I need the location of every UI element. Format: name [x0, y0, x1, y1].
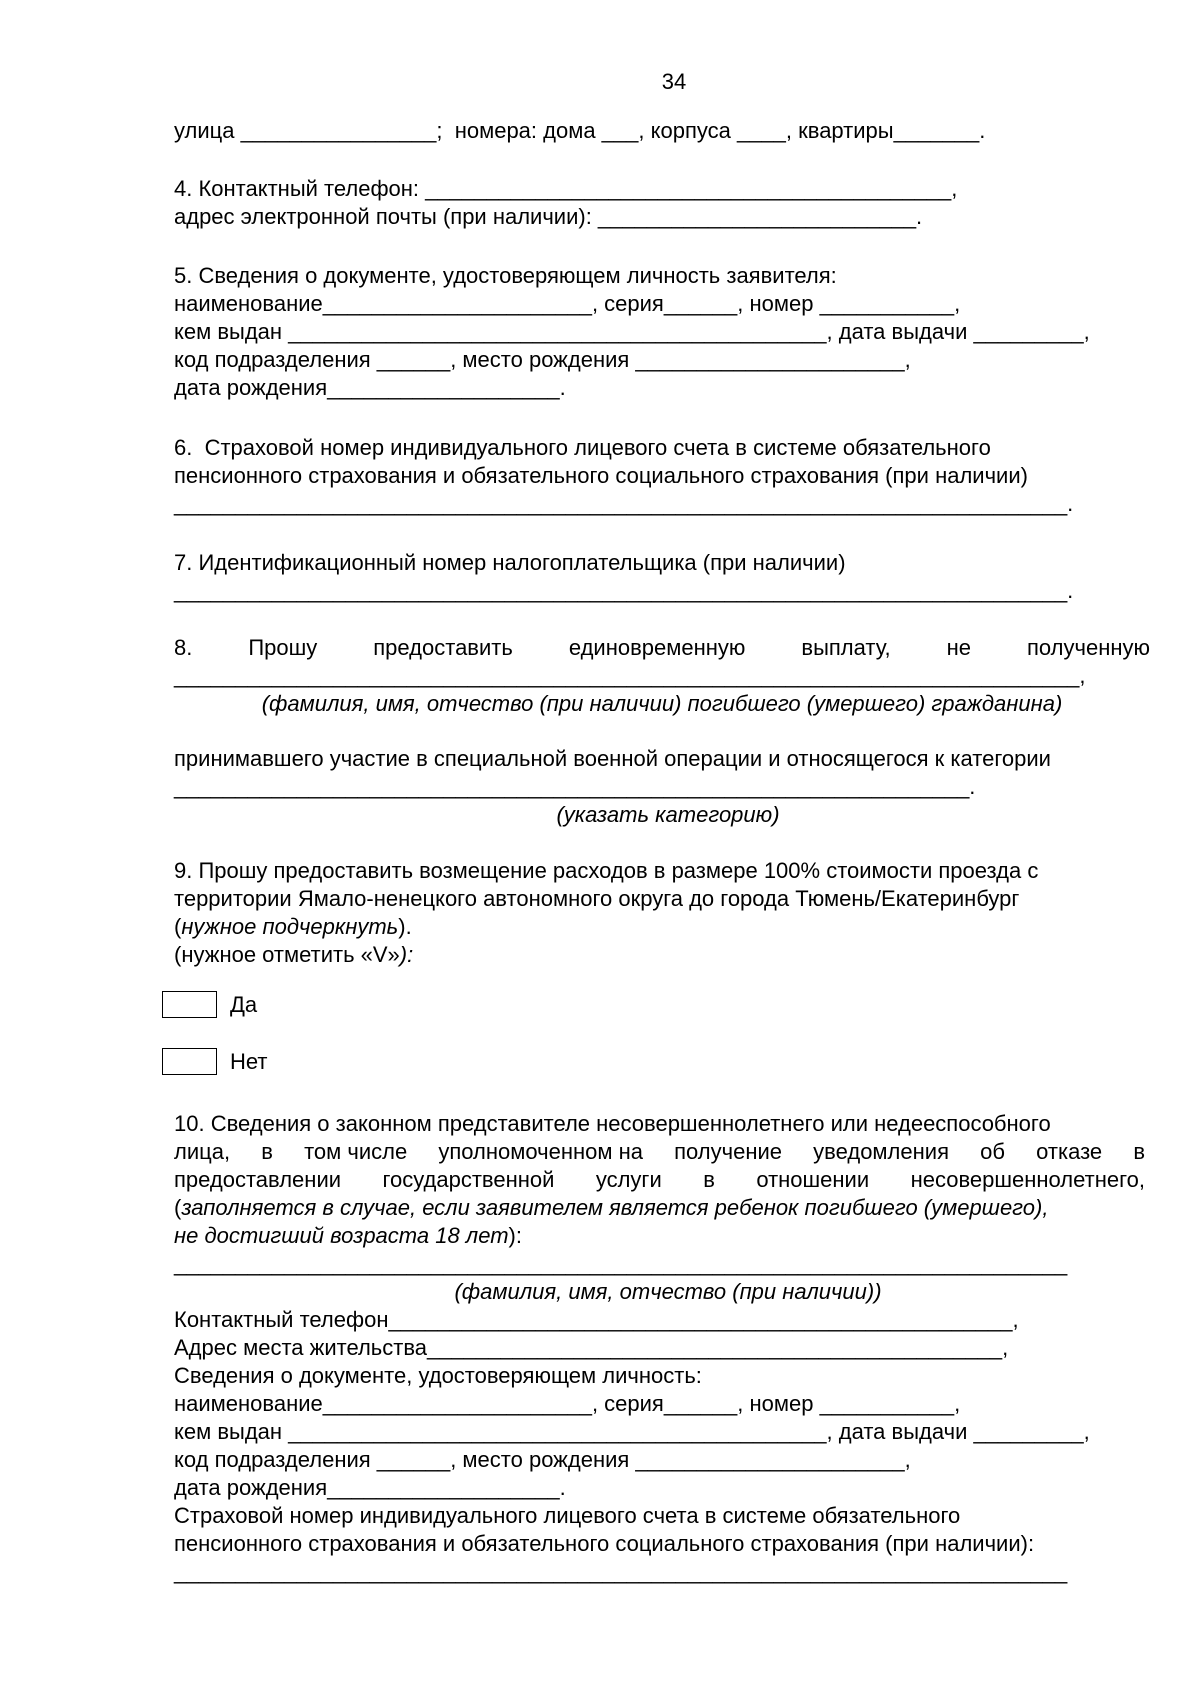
section-10-address: Адрес места жительства_______________________________________________, — [174, 1335, 1009, 1360]
section-10-doc-heading: Сведения о документе, удостоверяющем личность: — [174, 1363, 702, 1388]
s10-word: об — [980, 1139, 1005, 1164]
s8-word: полученную — [1027, 635, 1150, 660]
s10-word: в — [703, 1167, 715, 1192]
yes-label: Да — [230, 992, 258, 1017]
s8-word: 8. — [174, 635, 193, 660]
section-4-phone: 4. Контактный телефон: ___________________________________________, — [174, 176, 958, 201]
section-10-line3 — [174, 1166, 1145, 1194]
s10-word: лица, — [174, 1139, 231, 1164]
s10-word: государственной — [382, 1167, 555, 1192]
paren-close: ): — [508, 1223, 522, 1248]
section-8-category-blank: _________________________________________________________________. — [174, 774, 976, 799]
s8-word: выплату, — [801, 635, 891, 660]
s8-word: единовременную — [568, 635, 746, 660]
section-6-line2: пенсионного страхования и обязательного социального страхования (при наличии) — [174, 463, 1028, 488]
s10-word: предоставлении — [174, 1167, 342, 1192]
section-10-name-series: наименование______________________, серия______, номер ___________, — [174, 1391, 961, 1416]
section-8-participant: принимавшего участие в специальной военной операции и относящегося к категории — [174, 746, 1051, 771]
section-10-phone: Контактный телефон___________________________________________________, — [174, 1307, 1019, 1332]
s8-word: не — [946, 635, 972, 660]
paren-open: ( — [174, 1195, 182, 1220]
section-5-heading: 5. Сведения о документе, удостоверяющем личность заявителя: — [174, 263, 837, 288]
no-checkbox[interactable] — [162, 1048, 217, 1075]
section-10-snils-line2: пенсионного страхования и обязательного социального страхования (при наличии): — [174, 1531, 1035, 1556]
section-6-line1: 6. Страховой номер индивидуального лицевого счета в системе обязательного — [174, 435, 991, 460]
s10-word: несовершеннолетнего, — [910, 1167, 1145, 1192]
yes-checkbox[interactable] — [162, 991, 217, 1018]
fill-condition: заполняется в случае, если заявителем является ребенок погибшего (умершего), — [181, 1195, 1049, 1220]
section-10-snils-blank: _________________________________________________________________________ — [174, 1559, 1068, 1584]
s10-word: в — [261, 1139, 273, 1164]
mark-hint-close: ): — [399, 942, 414, 967]
section-8-line1 — [174, 634, 1150, 662]
s10-word: уведомления — [813, 1139, 949, 1164]
s10-word: отказе — [1036, 1139, 1103, 1164]
section-8-blank: __________________________________________________________________________, — [174, 663, 1086, 688]
paren-close: ). — [398, 914, 412, 939]
section-7-blank: _________________________________________________________________________. — [174, 578, 1074, 603]
age-condition: не достигший возраста 18 лет — [174, 1223, 509, 1248]
section-10-line5 — [174, 1222, 522, 1250]
s10-word: отношении — [756, 1167, 870, 1192]
section-10-birth-date: дата рождения___________________. — [174, 1475, 566, 1500]
s10-word: в — [1133, 1139, 1145, 1164]
s10-word: том числе — [304, 1139, 408, 1164]
section-6-blank: _________________________________________________________________________. — [174, 491, 1074, 516]
section-9-line4 — [174, 941, 413, 969]
section-5-birth-date: дата рождения___________________. — [174, 375, 566, 400]
section-7-line1: 7. Идентификационный номер налогоплательщика (при наличии) — [174, 550, 846, 575]
section-8-caption-category: (указать категорию) — [556, 802, 780, 827]
address-line: улица ________________; номера: дома ___, корпуса ____, квартиры_______. — [174, 118, 986, 143]
s8-word: Прошу — [248, 635, 318, 660]
section-10-division-birthplace: код подразделения ______, место рождения ______________________, — [174, 1447, 911, 1472]
mark-hint: (нужное отметить «V» — [174, 942, 400, 967]
section-10-line2 — [174, 1138, 1145, 1166]
s10-word: получение — [674, 1139, 783, 1164]
section-9-line3 — [174, 913, 412, 941]
section-10-line4 — [174, 1194, 1048, 1222]
s10-word: уполномоченном на — [438, 1139, 643, 1164]
no-label: Нет — [230, 1049, 268, 1074]
section-10-snils-line1: Страховой номер индивидуального лицевого счета в системе обязательного — [174, 1503, 961, 1528]
section-10-caption: (фамилия, имя, отчество (при наличии)) — [454, 1279, 882, 1304]
page-number: 34 — [661, 69, 687, 94]
section-10-line1: 10. Сведения о законном представителе несовершеннолетнего или недееспособного — [174, 1111, 1051, 1136]
section-9-line1: 9. Прошу предоставить возмещение расходов в размере 100% стоимости проезда с — [174, 858, 1039, 883]
underline-hint: нужное подчеркнуть — [181, 914, 399, 939]
section-8-caption-name: (фамилия, имя, отчество (при наличии) погибшего (умершего) гражданина) — [261, 691, 1063, 716]
section-5-name-series: наименование______________________, серия______, номер ___________, — [174, 291, 961, 316]
section-5-issued-by: кем выдан ____________________________________________, дата выдачи _________, — [174, 319, 1090, 344]
s8-word: предоставить — [373, 635, 513, 660]
paren-open: ( — [174, 914, 182, 939]
section-10-blank: _________________________________________________________________________ — [174, 1251, 1068, 1276]
section-9-line2: территории Ямало-ненецкого автономного округа до города Тюмень/Екатеринбург — [174, 886, 1020, 911]
section-10-issued-by: кем выдан ____________________________________________, дата выдачи _________, — [174, 1419, 1090, 1444]
s10-word: услуги — [595, 1167, 662, 1192]
section-5-division-birthplace: код подразделения ______, место рождения ______________________, — [174, 347, 911, 372]
section-4-email: адрес электронной почты (при наличии): __________________________. — [174, 204, 923, 229]
